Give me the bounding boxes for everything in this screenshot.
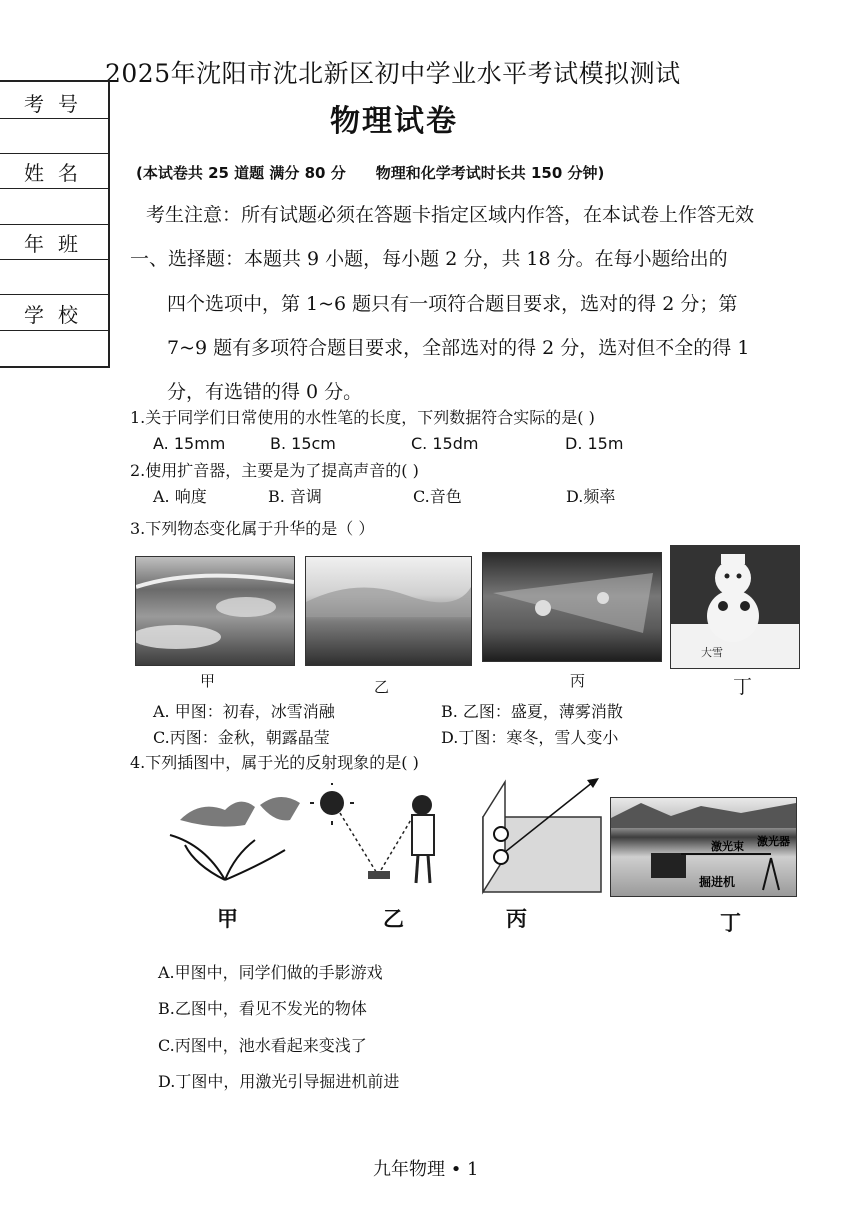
q4-figure-seeing-object: [310, 783, 460, 891]
exam-info: [136, 162, 604, 183]
q1-option-b[interactable]: B. 15cm: [270, 434, 336, 453]
q4-label-jia: 甲: [217, 907, 238, 931]
exam-notice: 考生注意：所有试题必须在答题卡指定区域内作答，在本试卷上作答无效: [146, 204, 755, 226]
q1-option-a[interactable]: A. 15mm: [153, 434, 226, 453]
q2-option-a[interactable]: A. 响度: [153, 487, 207, 506]
q4-figure-pool: [475, 772, 605, 897]
section-instruction-line2: 四个选项中，第 1~6 题只有一项符合题目要求，选对的得 2 分；第: [167, 293, 738, 315]
exam-info-questions: (本试卷共 25 道题 满分 80 分: [136, 164, 346, 182]
divider: [0, 118, 108, 119]
question-4-stem: 4.下列插图中，属于光的反射现象的是( ): [130, 753, 419, 772]
q4-figure-laser-tunnel: [610, 797, 797, 897]
question-1-stem: 1.关于同学们日常使用的水性笔的长度，下列数据符合实际的是( ): [130, 408, 595, 427]
q2-option-d[interactable]: D.频率: [566, 487, 616, 506]
section-instruction-line4: 分，有选错的得 0 分。: [167, 381, 363, 403]
section-instruction-line1: 一、选择题：本题共 9 小题，每小题 2 分，共 18 分。在每小题给出的: [130, 248, 728, 270]
q4-option-b[interactable]: B.乙图中，看见不发光的物体: [158, 999, 367, 1018]
q4-label-bing: 丙: [506, 907, 527, 931]
q2-option-c[interactable]: C.音色: [413, 487, 462, 506]
divider: [0, 259, 108, 260]
person-head-icon: [412, 795, 432, 815]
q4-figure-hand-shadow: [165, 785, 305, 890]
sun-icon: [320, 791, 344, 815]
q1-option-d[interactable]: D. 15m: [565, 434, 624, 453]
section-instruction-line3: 7~9 题有多项符合题目要求，全部选对的得 2 分，选对但不全的得 1: [167, 337, 750, 359]
exam-info-time: 物理和化学考试时长共 150 分钟): [375, 164, 605, 182]
class-label: 年班: [24, 232, 92, 256]
q3-label-ding: 丁: [733, 676, 753, 698]
q3-photo-ice-melting: [135, 556, 295, 666]
stone-icon: [494, 827, 508, 841]
q3-option-a[interactable]: A. 甲图：初春，冰雪消融: [153, 702, 335, 721]
name-label: 姓名: [24, 161, 92, 185]
snow-sign-text: 大雪: [701, 646, 723, 659]
bird-shadow-icon: [260, 797, 300, 820]
q3-option-c[interactable]: C.丙图：金秋，朝露晶莹: [153, 728, 330, 747]
q3-label-jia: 甲: [200, 672, 216, 690]
tunneler-icon: [651, 853, 686, 878]
book-icon: [368, 871, 390, 879]
q4-option-d[interactable]: D.丁图中，用激光引导掘进机前进: [158, 1072, 400, 1091]
q1-option-c[interactable]: C. 15dm: [411, 434, 479, 453]
dew-illustration: [483, 553, 661, 661]
question-2-stem: 2.使用扩音器，主要是为了提高声音的( ): [130, 461, 419, 480]
laser-device-label: 激光器: [757, 835, 790, 848]
q3-option-d[interactable]: D.丁图：寒冬，雪人变小: [441, 728, 619, 747]
person-body-icon: [412, 815, 434, 855]
q4-label-ding: 丁: [720, 911, 741, 935]
school-label: 学校: [24, 303, 92, 327]
tunneler-label: 掘进机: [699, 875, 736, 889]
q4-option-a[interactable]: A.甲图中，同学们做的手影游戏: [158, 963, 383, 982]
divider: [0, 188, 108, 189]
ice-melting-illustration: [136, 557, 294, 665]
fog-illustration: [306, 557, 471, 665]
q3-option-b[interactable]: B. 乙图：盛夏，薄雾消散: [441, 702, 623, 721]
snowman-illustration: [671, 546, 799, 668]
exam-number-label: 考号: [24, 92, 92, 116]
divider: [0, 330, 108, 331]
hands-icon: [170, 835, 285, 880]
q3-photo-snowman: [670, 545, 800, 669]
q2-option-b[interactable]: B. 音调: [268, 487, 322, 506]
q3-photo-fog: [305, 556, 472, 666]
exam-title-line: 2025年沈阳市沈北新区初中学业水平考试模拟测试: [105, 59, 681, 88]
page-footer: 九年物理 • 1: [373, 1159, 479, 1180]
q3-label-bing: 丙: [570, 672, 586, 690]
question-3-stem: 3.下列物态变化属于升华的是（ ）: [130, 519, 375, 538]
eye-arrow-icon: [587, 778, 599, 788]
q4-label-yi: 乙: [383, 907, 404, 931]
laser-tunnel-illustration: [611, 798, 796, 896]
q4-option-c[interactable]: C.丙图中，池水看起来变浅了: [158, 1036, 367, 1055]
candidate-info-box: [0, 80, 110, 368]
q3-photo-dew: [482, 552, 662, 662]
subject-title: 物理试卷: [330, 104, 458, 139]
laser-beam-label: 激光束: [711, 840, 744, 853]
bird-shadow-icon: [180, 802, 255, 827]
q3-label-yi: 乙: [374, 678, 390, 696]
